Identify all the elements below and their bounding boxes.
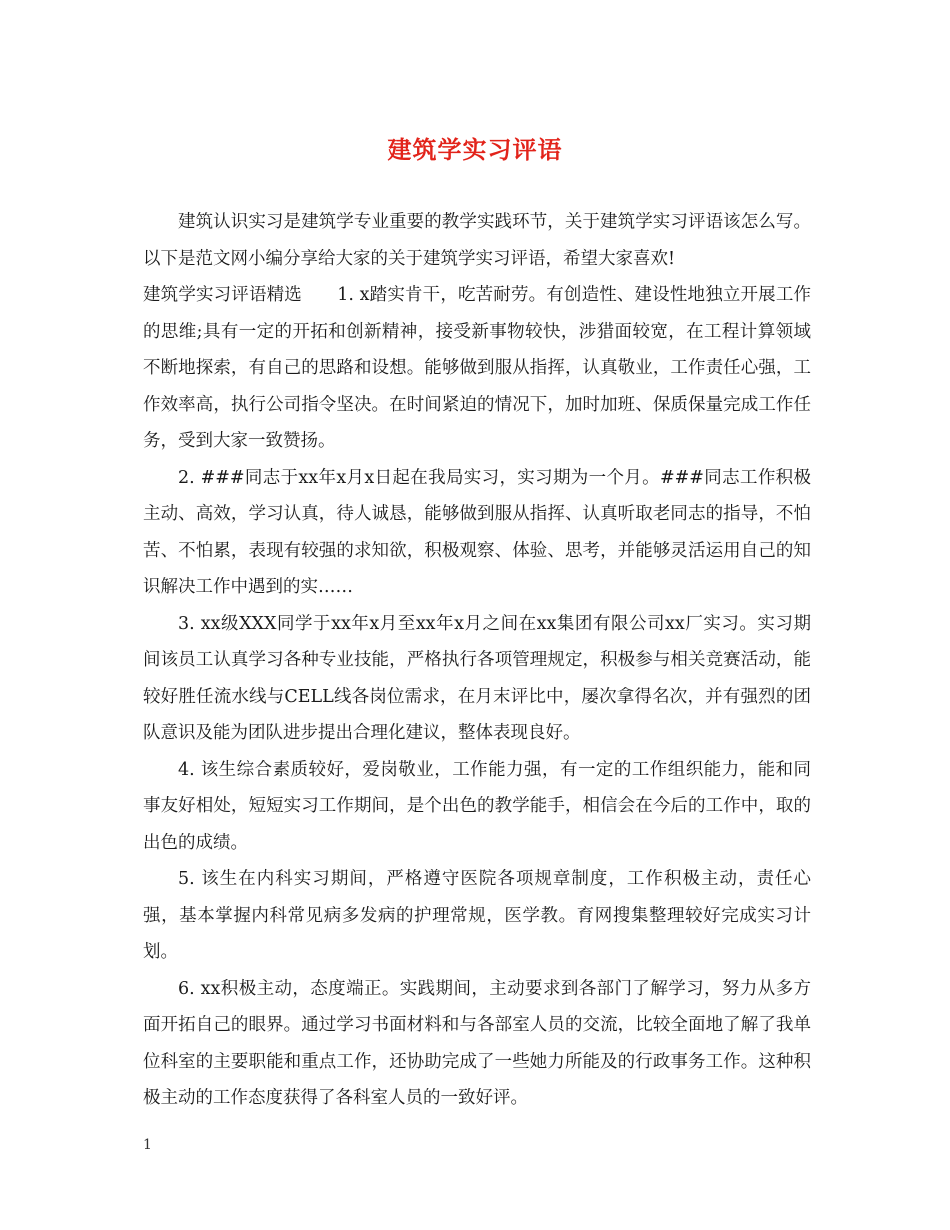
document-title: 建筑学实习评语 bbox=[387, 135, 563, 164]
intro-paragraph: 建筑认识实习是建筑学专业重要的教学实践环节，关于建筑学实习评语该怎么写。以下是范文网小编分享给大家的关于建筑学实习评语，希望大家喜欢! bbox=[143, 212, 811, 269]
paragraph-4: 4. 该生综合素质较好，爱岗敬业，工作能力强，有一定的工作组织能力，能和同事友好相处，短短实习工作期间，是个出色的教学能手，相信会在今后的工作中，取的出色的成绩。 bbox=[143, 759, 811, 853]
page-number: 1 bbox=[143, 1137, 152, 1153]
paragraph-5: 5. 该生在内科实习期间，严格遵守医院各项规章制度，工作积极主动，责任心强，基本掌握内科常见病多发病的护理常规，医学教。育网搜集整理较好完成实习计划。 bbox=[143, 869, 811, 962]
paragraph-6: 6. xx积极主动，态度端正。实践期间，主动要求到各部门了解学习，努力从多方面开拓自己的眼界。通过学习书面材料和与各部室人员的交流，比较全面地了解了我单位科室的主要职能和重点工作，还协助完成了一些她力所能及的行政事务工作。这种积极主动的工作态度获得了各科室人员的一致好评。 bbox=[143, 978, 811, 1108]
paragraph-2: 2. ###同志于xx年x月x日起在我局实习，实习期为一个月。###同志工作积极主动、高效，学习认真，待人诚恳，能够做到服从指挥、认真听取老同志的指导，不怕苦、不怕累，表现有较强的求知欲，积极观察、体验、思考，并能够灵活运用自己的知识解决工作中遇到的实…… bbox=[143, 467, 811, 597]
paragraph-3: 3. xx级XXX同学于xx年x月至xx年x月之间在xx集团有限公司xx厂实习。实习期间该员工认真学习各种专业技能，严格执行各项管理规定，积极参与相关竞赛活动，能较好胜任流水线与CELL线各岗位需求，在月末评比中，屡次拿得名次，并有强烈的团队意识及能为团队进步提出合理化建议，整体表现良好。 bbox=[143, 613, 811, 743]
paragraph-1: 建筑学实习评语精选 1. x踏实肯干，吃苦耐劳。有创造性、建设性地独立开展工作的思维;具有一定的开拓和创新精神，接受新事物较快，涉猎面较宽，在工程计算领域不断地探索，有自己的思路和设想。能够做到服从指挥，认真敬业，工作责任心强，工作效率高，执行公司指令坚决。在时间紧迫的情况下，加时加班、保质保量完成工作任务，受到大家一致赞扬。 bbox=[143, 285, 811, 451]
document-body bbox=[143, 204, 811, 1117]
